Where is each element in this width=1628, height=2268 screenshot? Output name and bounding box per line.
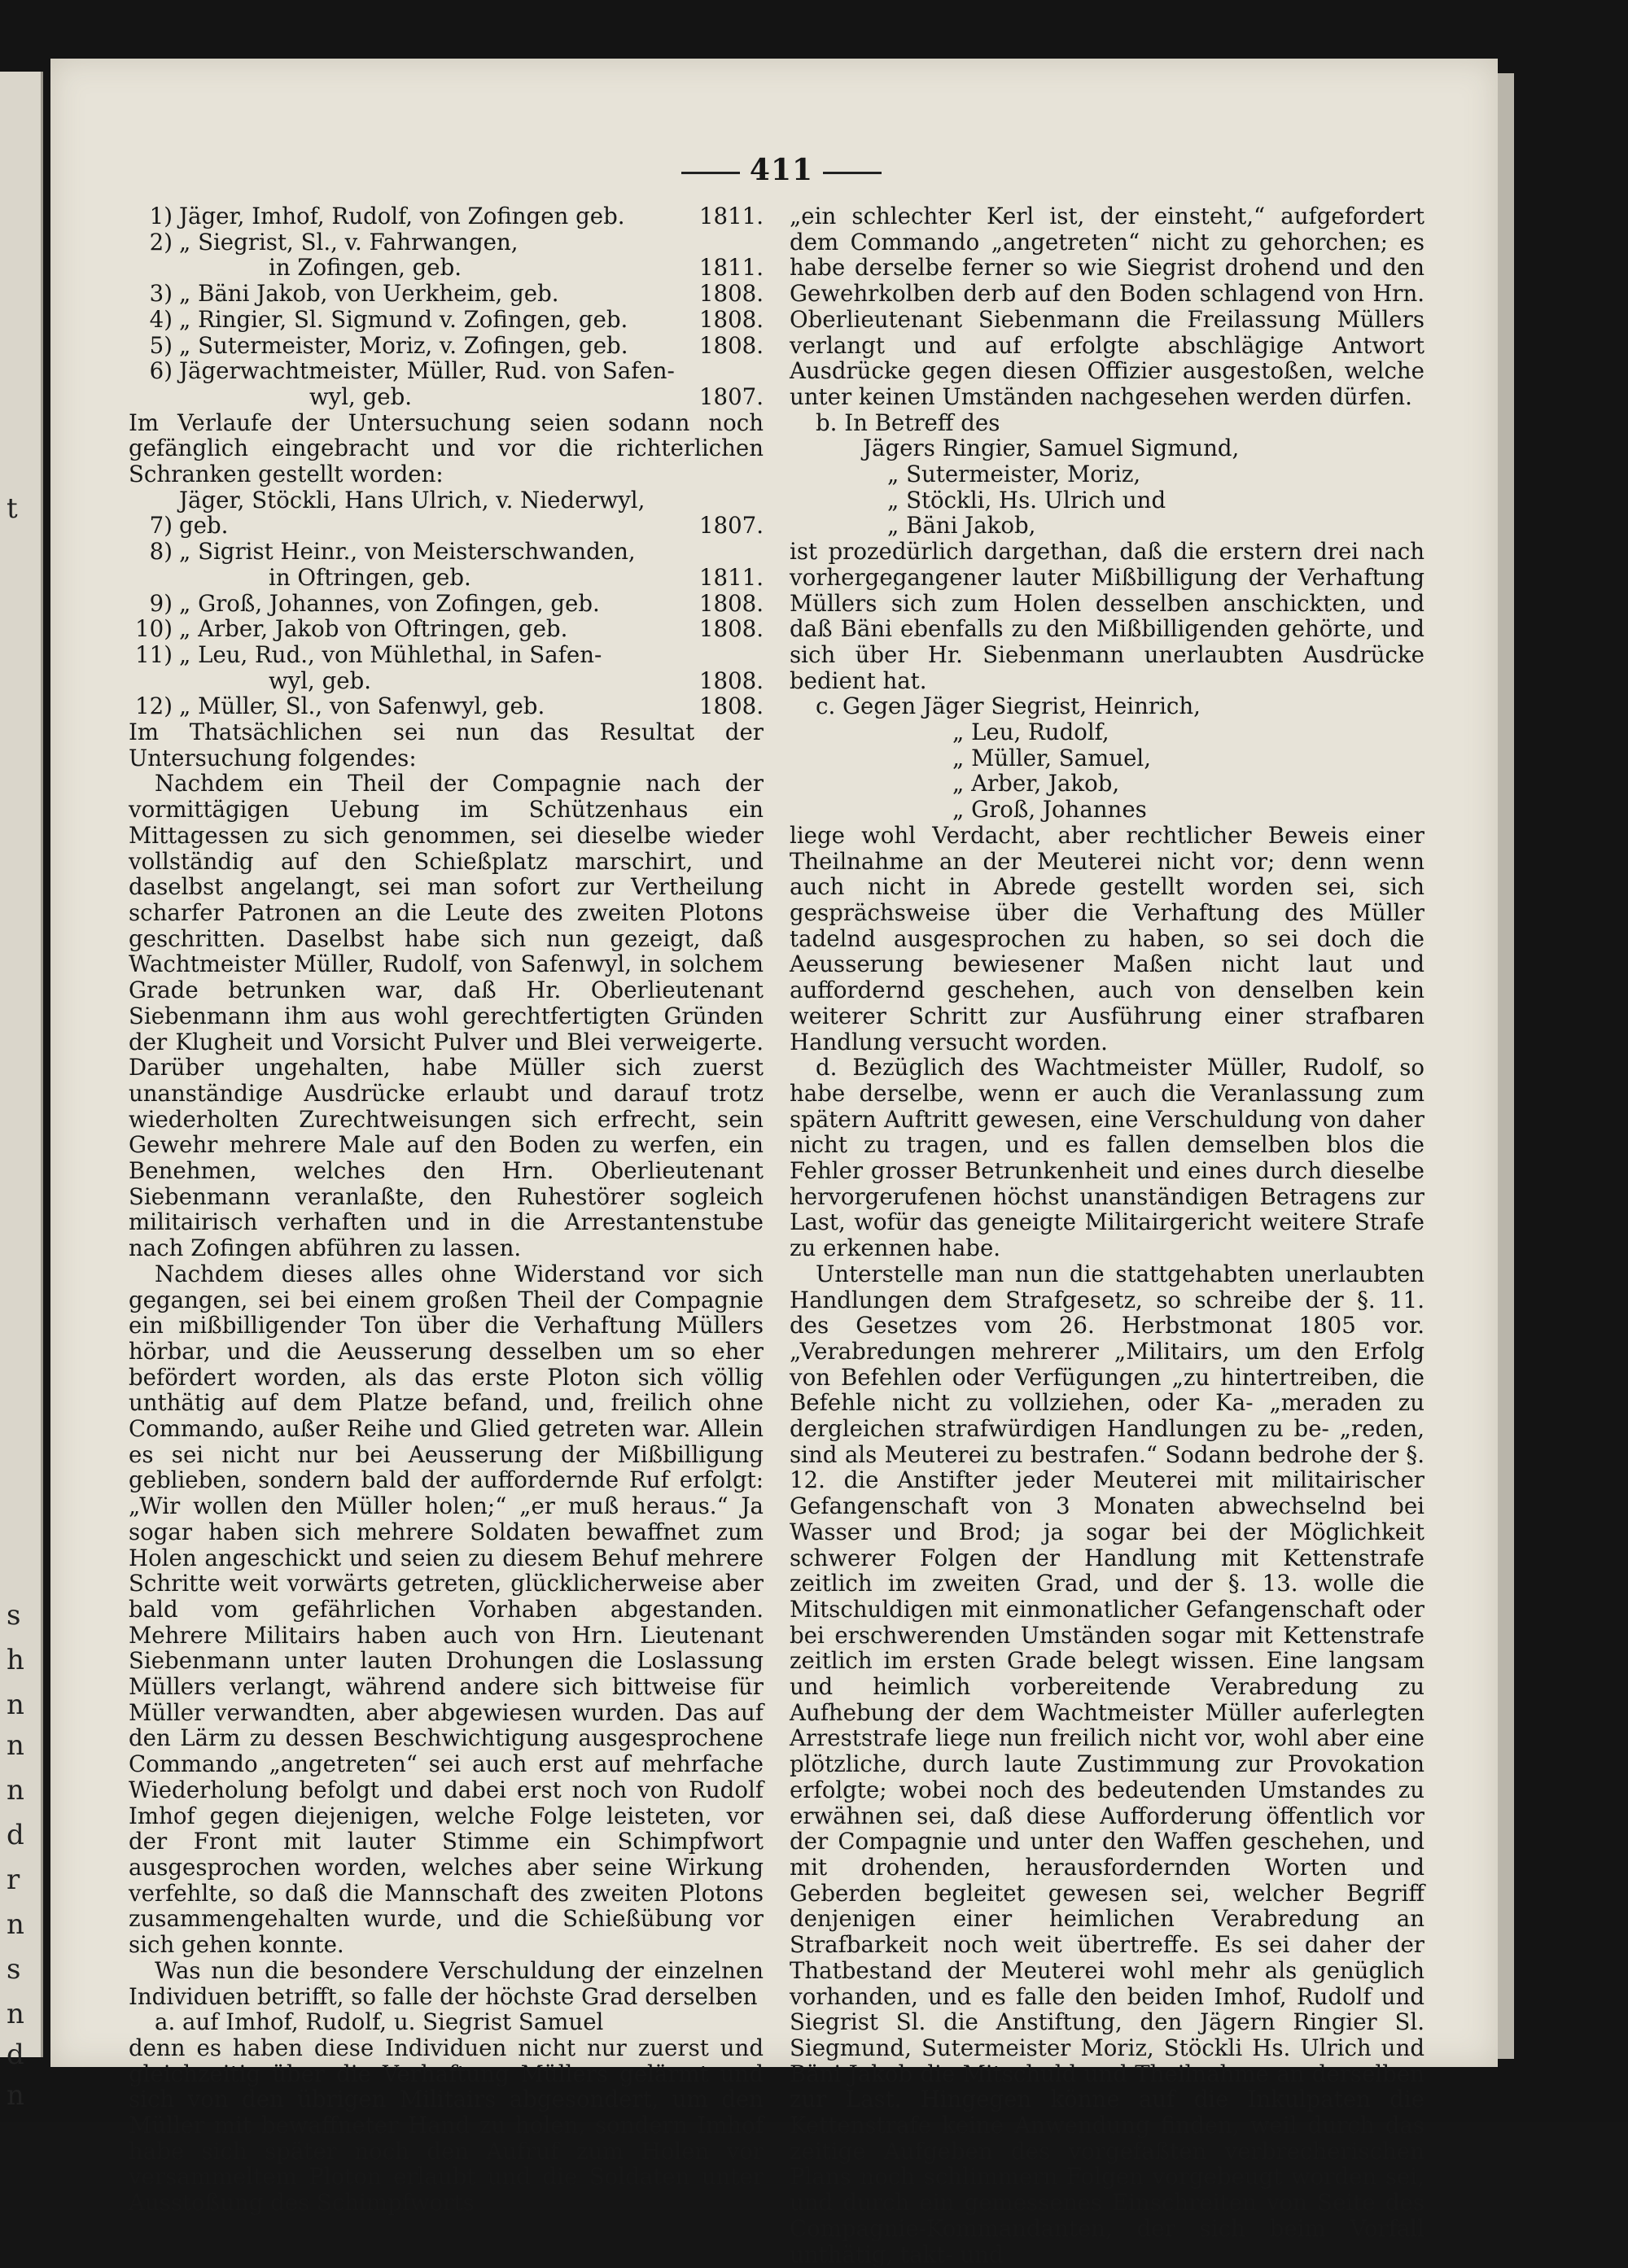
list-item-continued: in Oftringen, geb. 1811. (269, 563, 764, 591)
margin-fragment: n (7, 2079, 24, 2112)
list-item: 11) „ Leu, Rud., von Mühlethal, in Safen- (135, 640, 602, 668)
paragraph: „ein schlechter Kerl ist, der einsteht,“ aufgefordert dem Commando „angetreten“ nicht zu gehorchen; es habe derselbe ferner so wie Siegrist drohend und den Gewehrkolben derb auf den Boden schlagend von Hrn. Oberlieutenant Siebenmann die Freilassung Müllers verlangt und auf erfolgte abschlägige Antwort Ausdrücke gegen diesen Offizier ausgestoßen, welche unter keinen Umständen nachgesehen werden dürfen. (790, 203, 1424, 410)
list-item: 4) „ Ringier, Sl. Sigmund v. Zofingen, geb. 1808. (149, 305, 764, 333)
list-item: 8) „ Sigrist Heinr., von Meisterschwanden, (149, 538, 636, 566)
margin-fragment: s (7, 1953, 21, 1986)
list-item: 7) Jäger, Stöckli, Hans Ulrich, v. Niederwyl, geb. 1807. (149, 486, 764, 540)
margin-fragment: t (7, 492, 18, 525)
paragraph: Nachdem ein Theil der Compagnie nach der vormittägigen Uebung im Schützenhaus ein Mittagessen zu sich genommen, sei dieselbe wieder vollständig auf den Schießplatz marschirt, und daselbst angelangt, sei man sofort zur Vertheilung scharfer Patronen an die Leute des zweiten Plotons geschritten. Daselbst habe sich nun gezeigt, daß Wachtmeister Müller, Rudolf, von Safenwyl, in solchem Grade betrunken war, daß Hr. Oberlieutenant Siebenmann ihm aus wohl gerechtfertigten Gründen der Klugheit und Vorsicht Pulver und Blei verweigerte. Darüber ungehalten, habe Müller sich zuerst unanständige Ausdrücke erlaubt und darauf trotz wiederholten Zurechtweisungen sich erfrecht, sein Gewehr mehrere Male auf den Boden zu werfen, ein Benehmen, welches den Hrn. Oberlieutenant Siebenmann veranlaßte, den Ruhestörer sogleich militairisch verhaften und in die Arrestantenstube nach Zofingen abführen zu lassen. (129, 770, 764, 1262)
list-item: 9) „ Groß, Johannes, von Zofingen, geb. 1808. (149, 589, 764, 617)
list-item-continued: wyl, geb. 1808. (269, 666, 764, 694)
list-item: „ Müller, Samuel, (952, 744, 1151, 771)
page-right-edge (1498, 73, 1514, 2059)
right-column (790, 203, 1424, 2267)
margin-fragment: h (7, 1644, 24, 1676)
margin-fragment: n (7, 1774, 24, 1807)
list-item: 5) „ Sutermeister, Moriz, v. Zofingen, geb. 1808. (149, 331, 764, 359)
margin-fragment: n (7, 1908, 24, 1941)
left-column (129, 203, 764, 2216)
margin-fragment: s (7, 1599, 21, 1632)
list-item: „ Stöckli, Hs. Ulrich und (887, 486, 1166, 513)
margin-fragment: n (7, 1729, 24, 1762)
paragraph: d. Bezüglich des Wachtmeister Müller, Rudolf, so habe derselbe, wenn er auch die Veranlassung zum spätern Auftritt gewesen, eine Verschuldung von daher nicht zu tragen, und es fallen demselben blos die Fehler grosser Betrunkenheit und eines durch dieselbe hervorgerufenen höchst unanständigen Betragens zur Last, wofür das geneigte Militairgericht weitere Strafe zu erkennen habe. (790, 1054, 1424, 1262)
margin-fragment: d (7, 1819, 24, 1851)
section-heading: c. Gegen Jäger Siegrist, Heinrich, (816, 693, 1201, 720)
list-item: „ Arber, Jakob, (952, 770, 1120, 798)
paragraph: Nachdem dieses alles ohne Widerstand vor sich gegangen, sei bei einem großen Theil der Compagnie ein mißbilligender Ton über die Verhaftung Müllers hörbar, und die Aeusserung desselben um so eher befördert worden, als das erste Ploton sich völlig unthätig auf dem Platze befand, und, freilich ohne Commando, außer Reihe und Glied getreten war. Allein es sei nicht nur bei Aeusserung der Mißbilligung geblieben, sondern bald der auffordernde Ruf erfolgt: „Wir wollen den Müller holen;“ „er muß heraus.“ Ja sogar haben sich mehrere Soldaten bewaffnet zum Holen angeschickt und seien zu diesem Behuf mehrere Schritte weit vorwärts getreten, glücklicherweise aber bald vom gefährlichen Vorhaben abgestanden. Mehrere Militairs haben auch von Hrn. Lieutenant Siebenmann unter lauten Drohungen die Loslassung Müllers verlangt, während andere sich bittweise für Müller verwandten, aber abgewiesen wurden. Das auf den Lärm zu dessen Beschwichtigung ausgesprochene Commando „angetreten“ sei auch erst auf mehrfache Wiederholung befolgt und dabei erst noch von Rudolf Imhof gegen diejenigen, welche Folge leisteten, vor der Front mit lauter Stimme ein Schimpfwort ausgesprochen worden, welches aber seine Wirkung verfehlte, so daß die Mannschaft des zweiten Plotons zusammengehalten wurde, und die Schießübung vor sich gehen konnte. (129, 1260, 764, 1959)
list-item: „ Leu, Rudolf, (952, 719, 1109, 746)
paragraph: Im Verlaufe der Untersuchung seien sodann noch gefänglich eingebracht und vor die richterlichen Schranken gestellt worden: (129, 409, 764, 488)
list-item: „ Bäni Jakob, (887, 512, 1036, 540)
section-heading: b. In Betreff des (816, 409, 1000, 436)
list-item: 3) „ Bäni Jakob, von Uerkheim, geb. 1808. (149, 280, 764, 308)
margin-fragment: d (7, 2039, 24, 2071)
paragraph: denn es haben diese Individuen nicht nur zuerst und gleichzeitig über die Verhaftung Müllers gelärmt und sich von den übrigen Militairs abgesondert, um den Müller mit bewaffneter Hand zu holen, sondern Imhof habe sich später noch den Aufruf zum Holen vor versammeltem Ploton erlaubt und die Soldaten unter Ausstoßung des Schimpfworts (129, 2034, 764, 2217)
list-item-continued: in Zofingen, geb. 1811. (269, 254, 764, 282)
paragraph: Was nun die besondere Verschuldung der einzelnen Individuen betrifft, so falle der höchste Grad derselben (129, 1956, 764, 2010)
list-item: 2) „ Siegrist, Sl., v. Fahrwangen, (149, 228, 519, 256)
margin-fragment: r (7, 1864, 20, 1896)
list-item: 10) „ Arber, Jakob von Oftringen, geb. 1808. (135, 615, 764, 643)
list-item: Jägers Ringier, Samuel Sigmund, (863, 435, 1240, 462)
paragraph: Im Thatsächlichen sei nun das Resultat der Untersuchung folgendes: (129, 719, 764, 771)
list-item: „ Groß, Johannes (952, 796, 1147, 824)
list-item: 6) Jägerwachtmeister, Müller, Rud. von Safen- (149, 357, 675, 385)
paragraph: ist prozedürlich dargethan, daß die erstern drei nach vorhergegangener lauter Mißbilligung der Verhaftung Müllers sich zum Holen desselben anschickten, und daß Bäni ebenfalls zu den Mißbilligenden gehörte, und sich über Hr. Siebenmann unerlaubten Ausdrücke bedient hat. (790, 538, 1424, 694)
paragraph: Unterstelle man nun die stattgehabten unerlaubten Handlungen dem Strafgesetz, so schreibe der §. 11. des Gesetzes vom 26. Herbstmonat 1805 vor. „Verabredungen mehrerer „Militairs, um den Erfolg von Befehlen oder Verfügungen „zu hintertreiben, die Befehle nicht zu vollziehen, oder Ka- „meraden zu dergleichen strafwürdigen Handlungen zu be- „reden, sind als Meuterei zu bestrafen.“ Sodann bedrohe der §. 12. die Anstifter jeder Meuterei mit militairischer Gefangenschaft von 3 Monaten abwechselnd bei Wasser und Brod; ja sogar bei der Möglichkeit schwerer Folgen der Handlung mit Kettenstrafe zeitlich im zweiten Grad, und der §. 13. wolle die Mitschuldigen mit einmonatlicher Gefangenschaft oder bei erschwerenden Umständen sogar mit Kettenstrafe zeitlich im ersten Grade belegt wissen. Eine langsam und heimlich vorbereitende Verabredung zu Aufhebung der dem Wachtmeister Müller auferlegten Arreststrafe liege nun freilich nicht vor, wohl aber eine plötzliche, durch laute Zustimmung zur Provokation erfolgte; wobei noch des bedeutenden Umstandes zu erwähnen sei, daß diese Aufforderung öffentlich vor der Compagnie und unter den Waffen geschehen, und mit drohenden, herausfordernden Worten und Geberden begleitet gewesen sei, welcher Begriff denjenigen einer heimlichen Verabredung an Strafbarkeit noch weit übertreffe. Es sei daher der Thatbestand der Meuterei wohl mehr als genüglich vorhanden, und es falle den beiden Imhof, Rudolf und Siegrist Sl. die Anstiftung, den Jägern Ringier Sl. Siegmund, Sutermeister Moriz, Stöckli Hs. Ulrich und Bäni Jakob die Mitschuld und Theilnahme an derselben zur Last. Hingegen könne auf die Inkulpaten die Kettenstrafe keine Anwendung finden, weil durch das zeitige Aufgeben des vorgefaßten verbrecherischen Plans noch schlimmern Folgen vorgebeugt worden sei, und durch ein gemessenes Einschreiten von Seite des Compagnie-Kommandanten, der sich beim Vorfall unthätig, takt- und (790, 1260, 1424, 2268)
previous-page-edge (0, 72, 43, 2112)
list-item-continued: wyl, geb. 1807. (309, 382, 764, 410)
page-number: 411 (667, 153, 895, 187)
section-heading: a. auf Imhof, Rudolf, u. Siegrist Samuel (155, 2008, 604, 2036)
paragraph: liege wohl Verdacht, aber rechtlicher Beweis einer Theilnahme an der Meuterei nicht vor; denn wenn auch nicht in Abrede gestellt worden sei, sich gesprächsweise über die Verhaftung des Müller tadelnd ausgesprochen zu haben, so sei doch die Aeusserung bewiesener Maßen nicht laut und auffordernd geschehen, auch von denselben kein weiterer Schritt zur Ausführung einer strafbaren Handlung versucht worden. (790, 821, 1424, 1055)
list-item: 1) Jäger, Imhof, Rudolf, von Zofingen geb. 1811. (149, 203, 764, 229)
margin-fragment: n (7, 1689, 24, 1721)
list-item: 12) „ Müller, Sl., von Safenwyl, geb. 1808. (135, 693, 764, 720)
list-item: „ Sutermeister, Moriz, (887, 461, 1141, 488)
margin-fragment: n (7, 1998, 24, 2030)
